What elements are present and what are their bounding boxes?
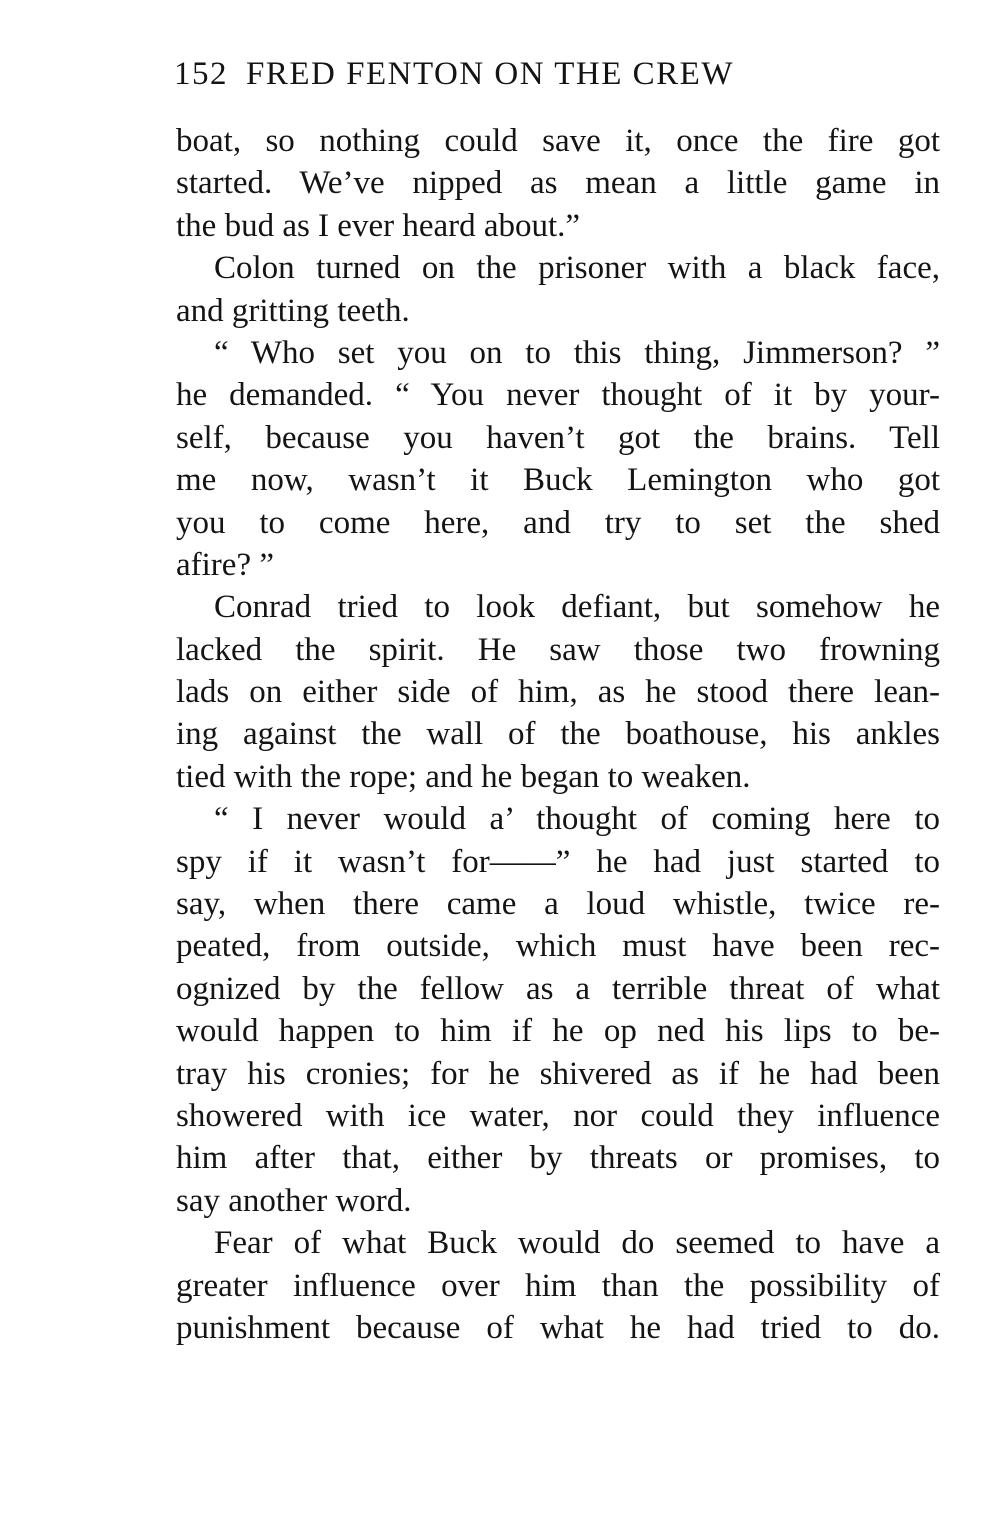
text-line: you to come here, and try to set the shed [176, 504, 940, 541]
text-line: would happen to him if he op ned his lips to be- [176, 1013, 940, 1050]
text-line: him after that, either by threats or promises, to [176, 1140, 940, 1177]
text-line: self, because you haven’t got the brains. Tell [176, 419, 940, 456]
text-line: ing against the wall of the boathouse, his ankles [176, 716, 940, 753]
text-line: showered with ice water, nor could they influence [176, 1097, 940, 1134]
text-line: afire? ” [176, 546, 274, 583]
text-line: lacked the spirit. He saw those two frowning [176, 631, 940, 668]
running-head [174, 52, 874, 96]
page-number: 152 [174, 56, 228, 92]
text-line: Fear of what Buck would do seemed to have a [214, 1225, 940, 1262]
text-line: me now, wasn’t it Buck Lemington who got [176, 462, 940, 499]
text-line: the bud as I ever heard about.” [176, 207, 581, 244]
text-line: started. We’ve nipped as mean a little game in [176, 165, 940, 202]
running-title: FRED FENTON ON THE CREW [246, 56, 734, 92]
text-line: tray his cronies; for he shivered as if he had been [176, 1055, 940, 1092]
text-line: punishment because of what he had tried to do. [176, 1309, 940, 1346]
body-text [176, 120, 940, 1349]
text-line: Colon turned on the prisoner with a black face, [214, 250, 940, 287]
text-line: Conrad tried to look defiant, but somehow he [214, 589, 940, 626]
text-line: spy if it wasn’t for——” he had just started to [176, 843, 940, 880]
text-line: tied with the rope; and he began to weaken. [176, 758, 751, 795]
text-line: “ Who set you on to this thing, Jimmerson? ” [214, 334, 940, 371]
text-line: boat, so nothing could save it, once the fire got [176, 123, 940, 159]
text-line: ognized by the fellow as a terrible threat of what [176, 970, 940, 1007]
text-line: and gritting teeth. [176, 292, 410, 329]
text-line: say, when there came a loud whistle, twice re- [176, 886, 940, 923]
text-line: lads on either side of him, as he stood there lean- [176, 674, 940, 711]
text-line: peated, from outside, which must have been rec- [176, 928, 940, 965]
text-line: greater influence over him than the possibility of [176, 1267, 940, 1304]
text-line: he demanded. “ You never thought of it by your- [176, 377, 940, 414]
text-line: “ I never would a’ thought of coming here to [214, 801, 940, 838]
text-line: say another word. [176, 1182, 412, 1219]
